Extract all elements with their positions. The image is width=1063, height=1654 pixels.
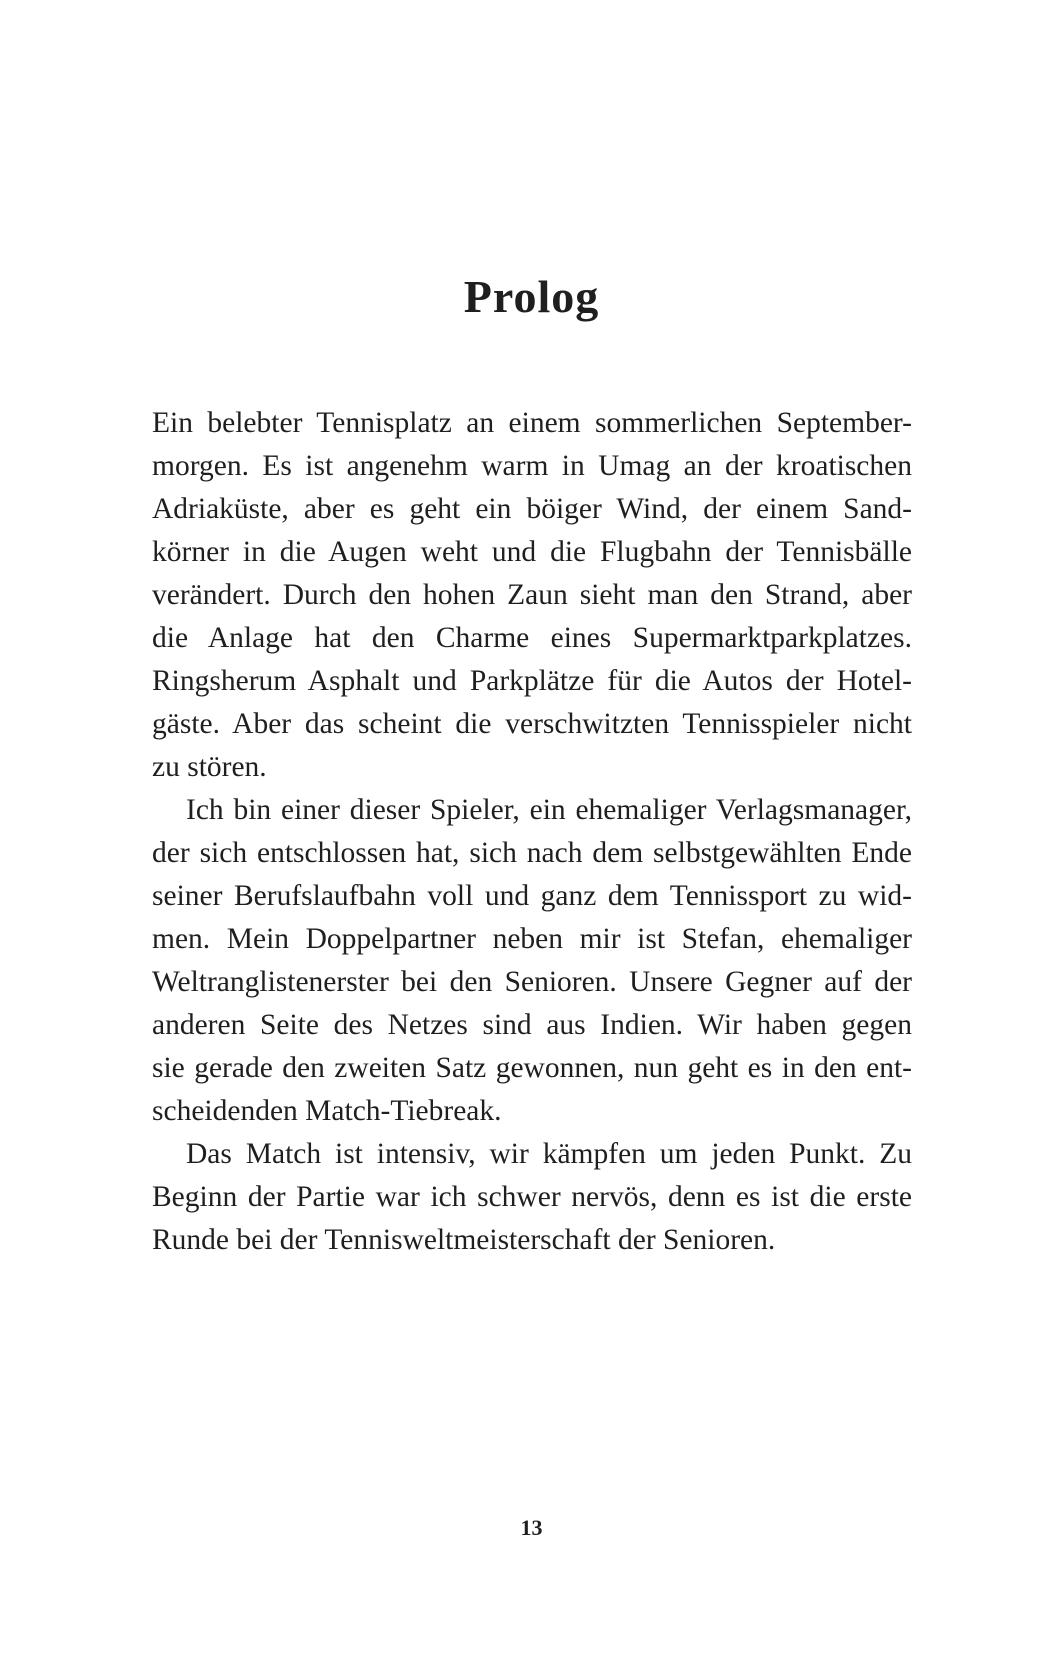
- body-text: [152, 402, 912, 1262]
- text-line: Adriaküste, aber es geht ein böiger Wind, der einem Sand-: [152, 493, 912, 525]
- text-line: Ein belebter Tennisplatz an einem sommerlichen September-: [152, 407, 912, 439]
- text-line: Ich bin einer dieser Spieler, ein ehemaliger Verlagsmanager,: [186, 794, 912, 826]
- text-line: verändert. Durch den hohen Zaun sieht man den Strand, aber: [152, 579, 912, 611]
- text-line: Ringsherum Asphalt und Parkplätze für die Autos der Hotel-: [152, 665, 912, 697]
- text-line: körner in die Augen weht und die Flugbahn der Tennisbälle: [152, 536, 912, 568]
- text-line: Weltranglistenerster bei den Senioren. Unsere Gegner auf der: [152, 966, 912, 998]
- text-line: men. Mein Doppelpartner neben mir ist Stefan, ehemaliger: [152, 923, 912, 955]
- text-line: die Anlage hat den Charme eines Supermarktparkplatzes.: [152, 622, 912, 654]
- text-line: Runde bei der Tennisweltmeisterschaft der Senioren.: [152, 1224, 776, 1256]
- text-line: morgen. Es ist angenehm warm in Umag an der kroatischen: [152, 450, 912, 482]
- chapter-title: Prolog: [463, 271, 600, 322]
- text-line: anderen Seite des Netzes sind aus Indien. Wir haben gegen: [152, 1009, 912, 1041]
- text-line: seiner Berufslaufbahn voll und ganz dem Tennissport zu wid-: [152, 880, 912, 912]
- text-line: sie gerade den zweiten Satz gewonnen, nun geht es in den ent-: [152, 1052, 912, 1084]
- text-line: scheidenden Match-Tiebreak.: [152, 1095, 502, 1127]
- text-line: gäste. Aber das scheint die verschwitzten Tennisspieler nicht: [152, 708, 912, 740]
- text-line: zu stören.: [152, 751, 267, 783]
- page-number: 13: [520, 1515, 543, 1540]
- text-line: der sich entschlossen hat, sich nach dem selbstgewählten Ende: [152, 837, 912, 869]
- text-line: Beginn der Partie war ich schwer nervös, denn es ist die erste: [152, 1181, 912, 1213]
- text-line: Das Match ist intensiv, wir kämpfen um jeden Punkt. Zu: [186, 1138, 912, 1170]
